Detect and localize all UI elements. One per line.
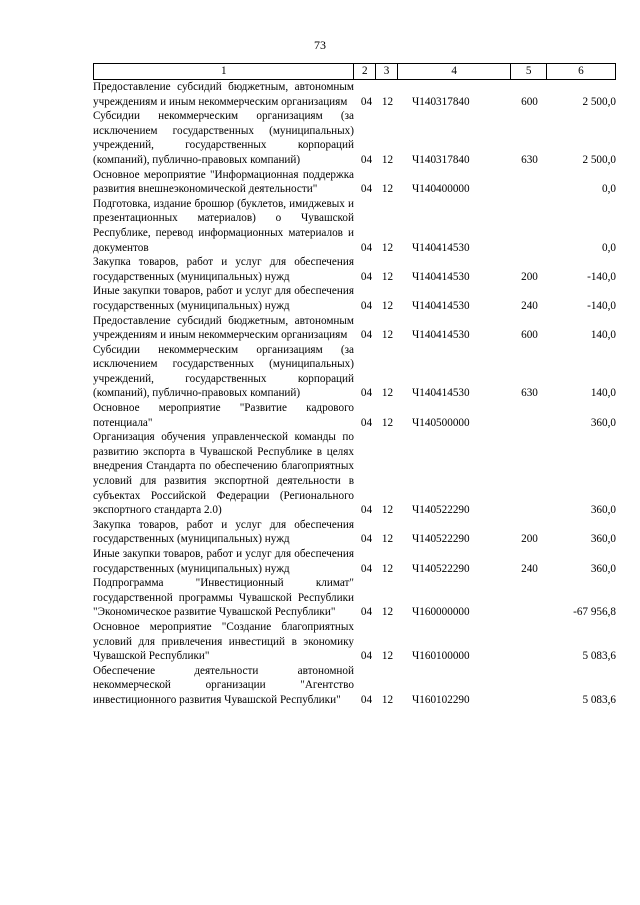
row-name: Предоставление субсидий бюджетным, автономным учреждениям и иным некоммерческим организациям [93,81,354,108]
row-amount: 5 083,6 [582,693,616,706]
row-target-article: Ч140317840 [412,153,470,166]
row-amount: -140,0 [587,270,616,283]
column-header-4: 4 [397,64,510,79]
row-target-article: Ч160100000 [412,650,470,663]
row-section: 04 [360,153,373,166]
page-number: 73 [314,38,326,52]
table-row [93,620,616,664]
table-row [93,343,616,401]
row-target-article: Ч140500000 [412,416,470,429]
table-header-row [93,63,616,80]
table-row [93,547,616,576]
row-section: 04 [360,562,373,575]
row-target-article: Ч140414530 [412,241,470,254]
row-amount: 0,0 [602,241,616,254]
row-target-article: Ч140414530 [412,387,470,400]
row-amount: 140,0 [590,329,616,342]
row-amount: -140,0 [587,299,616,312]
row-subsection: 12 [381,329,394,342]
row-subsection: 12 [381,533,394,546]
row-name: Основное мероприятие "Развитие кадрового потенциала" [93,402,354,429]
table-row [93,255,616,284]
row-subsection: 12 [381,183,394,196]
column-header-2: 2 [353,64,375,79]
table-row [93,168,616,197]
row-amount: -67 956,8 [573,606,616,619]
row-target-article: Ч140522290 [412,533,470,546]
table-row [93,518,616,547]
row-subsection: 12 [381,504,394,517]
row-target-article: Ч140414530 [412,329,470,342]
row-section: 04 [360,387,373,400]
row-amount: 360,0 [590,562,616,575]
row-name: Подпрограмма "Инвестиционный климат" государственной программы Чувашской Республики "Экономическое развитие Чувашской Республики" [93,577,354,619]
row-amount: 360,0 [590,504,616,517]
table-row [93,80,616,109]
row-section: 04 [360,241,373,254]
row-target-article: Ч140522290 [412,562,470,575]
row-target-article: Ч140522290 [412,504,470,517]
row-name: Организация обучения управленческой команды по развитию экспорта в Чувашской Республике в целях внедрения Стандарта по обеспечению благоприятных условий для развития экспортной деятельности в субъектах Российской Федерации (Регионального экспортного стандарта 2.0) [93,431,354,517]
row-section: 04 [360,504,373,517]
row-name: Подготовка, издание брошюр (буклетов, имиджевых и презентационных материалов) о Чувашской Республике, перевод информационных материалов и документов [93,197,354,254]
row-name: Основное мероприятие "Информационная поддержка развития внешнеэкономической деятельности" [93,168,354,196]
row-amount: 360,0 [590,416,616,429]
row-expense-type: 200 [521,533,538,546]
row-name: Субсидии некоммерческим организациям (за исключением государственных (муниципальных) учреждений, государственных корпораций (компаний), публично-правовых компаний) [93,110,354,166]
table-body [93,80,616,708]
table-row [93,430,616,518]
row-subsection: 12 [381,606,394,619]
row-name: Закупка товаров, работ и услуг для обеспечения государственных (муниципальных) нужд [93,518,354,546]
column-header-3: 3 [375,64,397,79]
row-amount: 0,0 [602,183,616,196]
row-section: 04 [360,416,373,429]
row-subsection: 12 [381,650,394,663]
row-expense-type: 240 [521,562,538,575]
row-target-article: Ч140400000 [412,183,470,196]
row-name: Обеспечение деятельности автономной некоммерческой организации "Агентство инвестиционного развития Чувашской Республики" [93,664,354,706]
row-subsection: 12 [381,562,394,575]
row-target-article: Ч140317840 [412,95,470,108]
row-section: 04 [360,183,373,196]
row-expense-type: 630 [521,387,538,400]
row-amount: 2 500,0 [582,95,616,108]
row-section: 04 [360,95,373,108]
row-section: 04 [360,693,373,706]
row-amount: 140,0 [590,387,616,400]
row-target-article: Ч160000000 [412,606,470,619]
column-header-5: 5 [510,64,546,79]
row-section: 04 [360,299,373,312]
table-row [93,284,616,313]
budget-table [93,63,616,708]
row-expense-type: 600 [521,329,538,342]
row-subsection: 12 [381,693,394,706]
table-row [93,576,616,620]
row-subsection: 12 [381,153,394,166]
table-row [93,197,616,255]
row-expense-type: 200 [521,270,538,283]
row-section: 04 [360,606,373,619]
table-row [93,109,616,167]
row-name: Иные закупки товаров, работ и услуг для обеспечения государственных (муниципальных) нужд [93,285,354,312]
row-subsection: 12 [381,270,394,283]
row-section: 04 [360,533,373,546]
row-expense-type: 630 [521,153,538,166]
row-section: 04 [360,270,373,283]
row-name: Субсидии некоммерческим организациям (за исключением государственных (муниципальных) учреждений, государственных корпораций (компаний), публично-правовых компаний) [93,343,354,400]
table-row [93,401,616,430]
row-amount: 5 083,6 [582,650,616,663]
row-amount: 360,0 [590,533,616,546]
row-subsection: 12 [381,299,394,312]
row-target-article: Ч140414530 [412,270,470,283]
row-section: 04 [360,650,373,663]
row-name: Закупка товаров, работ и услуг для обеспечения государственных (муниципальных) нужд [93,256,354,283]
row-name: Основное мероприятие "Создание благоприятных условий для привлечения инвестиций в экономику Чувашской Республики" [93,620,354,663]
row-amount: 2 500,0 [582,153,616,166]
row-target-article: Ч140414530 [412,299,470,312]
row-subsection: 12 [381,387,394,400]
row-subsection: 12 [381,95,394,108]
row-expense-type: 600 [521,95,538,108]
row-subsection: 12 [381,241,394,254]
row-subsection: 12 [381,416,394,429]
column-header-6: 6 [546,64,615,79]
table-row [93,664,616,708]
row-name: Иные закупки товаров, работ и услуг для обеспечения государственных (муниципальных) нужд [93,548,354,575]
row-target-article: Ч160102290 [412,693,470,706]
row-expense-type: 240 [521,299,538,312]
row-section: 04 [360,329,373,342]
column-header-1: 1 [220,65,227,77]
table-row [93,314,616,343]
row-name: Предоставление субсидий бюджетным, автономным учреждениям и иным некоммерческим организациям [93,314,354,342]
